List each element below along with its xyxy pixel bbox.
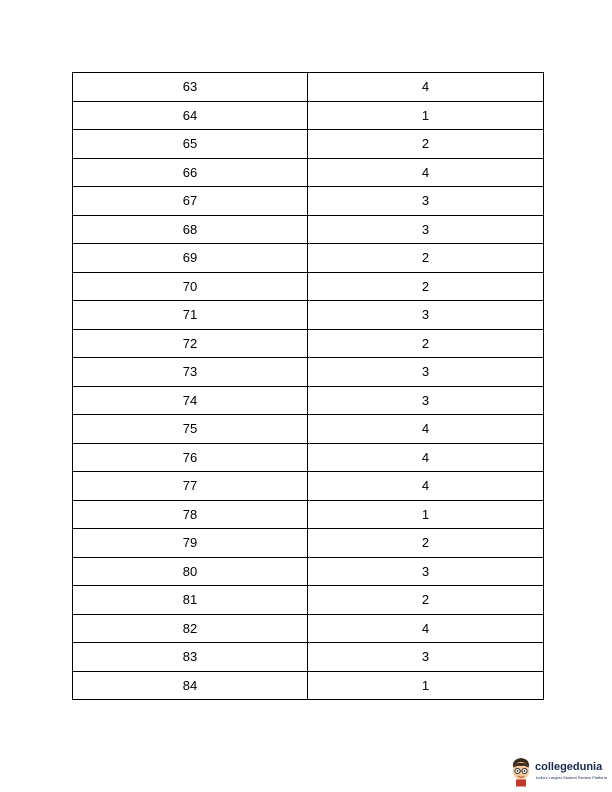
- answer-row: [73, 386, 544, 415]
- student-mascot-icon: [507, 755, 535, 787]
- question-number-cell: 77: [73, 472, 308, 501]
- answer-option-cell: 3: [308, 643, 544, 672]
- question-number-cell: 67: [73, 187, 308, 216]
- answer-key-table: [72, 72, 544, 700]
- answer-row: [73, 614, 544, 643]
- question-number-cell: 66: [73, 158, 308, 187]
- answer-option-cell: 3: [308, 557, 544, 586]
- answer-option-cell: 1: [308, 500, 544, 529]
- question-number-cell: 64: [73, 101, 308, 130]
- answer-key-body: [73, 73, 544, 700]
- answer-row: [73, 643, 544, 672]
- question-number-cell: 83: [73, 643, 308, 672]
- answer-row: [73, 671, 544, 700]
- answer-option-cell: 2: [308, 529, 544, 558]
- answer-option-cell: 2: [308, 272, 544, 301]
- answer-option-cell: 4: [308, 158, 544, 187]
- answer-option-cell: 3: [308, 187, 544, 216]
- question-number-cell: 80: [73, 557, 308, 586]
- answer-option-cell: 4: [308, 472, 544, 501]
- answer-row: [73, 187, 544, 216]
- answer-row: [73, 244, 544, 273]
- answer-row: [73, 415, 544, 444]
- question-number-cell: 75: [73, 415, 308, 444]
- logo-wordmark: collegedunia: [535, 761, 603, 773]
- question-number-cell: 69: [73, 244, 308, 273]
- answer-row: [73, 329, 544, 358]
- answer-option-cell: 2: [308, 130, 544, 159]
- answer-row: [73, 500, 544, 529]
- answer-row: [73, 158, 544, 187]
- question-number-cell: 74: [73, 386, 308, 415]
- answer-row: [73, 586, 544, 615]
- answer-option-cell: 4: [308, 73, 544, 102]
- answer-option-cell: 1: [308, 101, 544, 130]
- question-number-cell: 81: [73, 586, 308, 615]
- question-number-cell: 71: [73, 301, 308, 330]
- answer-option-cell: 2: [308, 244, 544, 273]
- answer-option-cell: 2: [308, 586, 544, 615]
- answer-option-cell: 3: [308, 386, 544, 415]
- answer-row: [73, 101, 544, 130]
- answer-row: [73, 301, 544, 330]
- answer-row: [73, 215, 544, 244]
- answer-row: [73, 130, 544, 159]
- question-number-cell: 73: [73, 358, 308, 387]
- collegedunia-logo: [507, 755, 612, 787]
- answer-option-cell: 3: [308, 215, 544, 244]
- answer-row: [73, 472, 544, 501]
- answer-row: [73, 272, 544, 301]
- answer-option-cell: 3: [308, 301, 544, 330]
- question-number-cell: 70: [73, 272, 308, 301]
- answer-row: [73, 443, 544, 472]
- question-number-cell: 68: [73, 215, 308, 244]
- answer-option-cell: 2: [308, 329, 544, 358]
- answer-option-cell: 4: [308, 443, 544, 472]
- question-number-cell: 84: [73, 671, 308, 700]
- answer-row: [73, 557, 544, 586]
- question-number-cell: 82: [73, 614, 308, 643]
- question-number-cell: 79: [73, 529, 308, 558]
- question-number-cell: 65: [73, 130, 308, 159]
- logo-tagline: India's Largest Student Review Platform: [536, 775, 608, 780]
- question-number-cell: 72: [73, 329, 308, 358]
- question-number-cell: 76: [73, 443, 308, 472]
- answer-option-cell: 4: [308, 614, 544, 643]
- answer-row: [73, 73, 544, 102]
- answer-option-cell: 3: [308, 358, 544, 387]
- answer-option-cell: 1: [308, 671, 544, 700]
- question-number-cell: 78: [73, 500, 308, 529]
- answer-option-cell: 4: [308, 415, 544, 444]
- answer-row: [73, 358, 544, 387]
- question-number-cell: 63: [73, 73, 308, 102]
- answer-row: [73, 529, 544, 558]
